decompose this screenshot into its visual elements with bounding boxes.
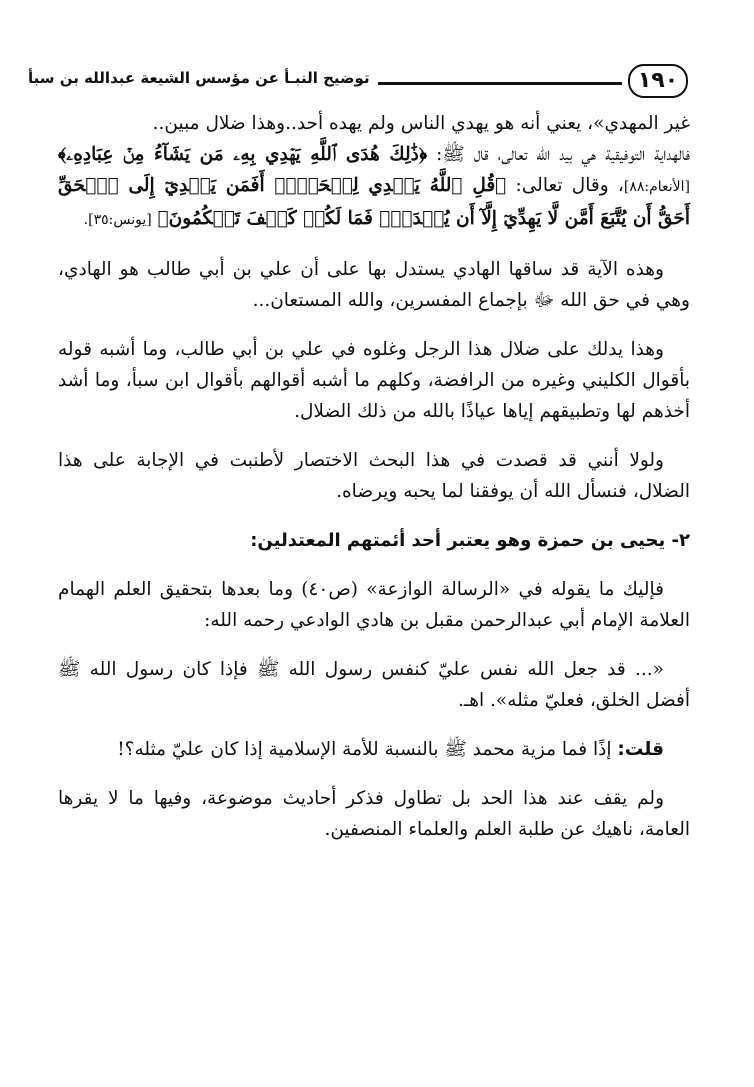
paragraph-2-intro: فالهداية التوفيقية هي بيد الله تعالى، قال ﷺ: <box>427 144 690 165</box>
verse-reference-1: [الأنعام:٨٨] <box>623 179 690 195</box>
paragraph-8-text: إذًا فما مزية محمد ﷺ بالنسبة للأمة الإسلامية إذا كان عليّ مثله؟! <box>117 739 618 760</box>
verse-reference-2: [يونس:٣٥]. <box>83 212 152 228</box>
paragraph-3: وهذه الآية قد ساقها الهادي يستدل بها على أن علي بن أبي طالب هو الهادي، وهي في حق الله ﷻ بإجماع المفسرين، والله المستعان... <box>58 259 690 311</box>
page-header <box>20 64 694 104</box>
quran-verse-2: ﴿قُلِ ٱللَّهُ يَهۡدِي لِلۡحَقِّۗ أَفَمَن يَهۡدِيٓ إِلَى ٱلۡحَقِّ أَحَقُّ أَن يُتَّبَعَ أَمَّن لَّا يَهِدِّيٓ إِلَّآ أَن يُهۡدَىٰۖ فَمَا لَكُمۡ كَيۡفَ تَحۡكُمُونَ﴾ <box>58 175 690 229</box>
quran-verse-1: ﴿ذَٰلِكَ هُدَى ٱللَّهِ يَهۡدِي بِهِۦ مَن يَشَآءُ مِنۡ عِبَادِهِۦ﴾ <box>58 144 428 165</box>
paragraph-2 <box>58 139 690 236</box>
paragraph-9: ولم يقف عند هذا الحد بل تطاول فذكر أحاديث موضوعة، وفيها ما لا يقرها العامة، ناهيك عن طلبة العلم والعلماء المنصفين. <box>58 788 690 840</box>
running-title-frame <box>20 68 378 87</box>
paragraph-6: فإليك ما يقوله في «الرسالة الوازعة» (ص٤٠) وما بعدها بتحقيق العلم الهمام العلامة الإمام أبي عبدالرحمن مقبل بن هادي الوادعي رحمه الله: <box>58 579 690 631</box>
paragraph-2-mid: ، وقال تعالى: <box>506 175 624 196</box>
paragraph-8 <box>58 734 690 765</box>
section-heading: ٢- يحيى بن حمزة وهو يعتبر أحد أئمتهم المعتدلين: <box>250 530 690 551</box>
running-title: توضيح النبـأ عن مؤسس الشيعة عبدالله بن سبأ <box>28 69 370 87</box>
paragraph-5: ولولا أنني قد قصدت في هذا البحث الاختصار لأطنبت في الإجابة على هذا الضلال، فنسأل الله أن يوفقنا لما يحبه ويرضاه. <box>58 450 690 502</box>
body-text <box>58 108 690 845</box>
paragraph-4: وهذا يدلك على ضلال هذا الرجل وغلوه في علي بن أبي طالب، وما أشبه قوله بأقوال الكليني وغيره من الرافضة، وكلهم ما أشبه أقوالهم بأقوال ابن سبأ، وما أشد أخذهم لها وتطبيقهم إياها عياذًا بالله من ذلك الضلال. <box>58 339 690 422</box>
page-number: ١٩٠ <box>628 64 688 98</box>
page-number-frame <box>622 64 694 98</box>
qultu-label: قلت: <box>617 739 664 760</box>
quotation: «... قد جعل الله نفس عليّ كنفس رسول الله ﷺ فإذا كان رسول الله ﷺ أفضل الخلق، فعليّ مثله». اهـ. <box>58 659 690 711</box>
paragraph-1: غير المهدي»، يعني أنه هو يهدي الناس ولم يهده أحد..وهذا ضلال مبين.. <box>152 113 690 134</box>
